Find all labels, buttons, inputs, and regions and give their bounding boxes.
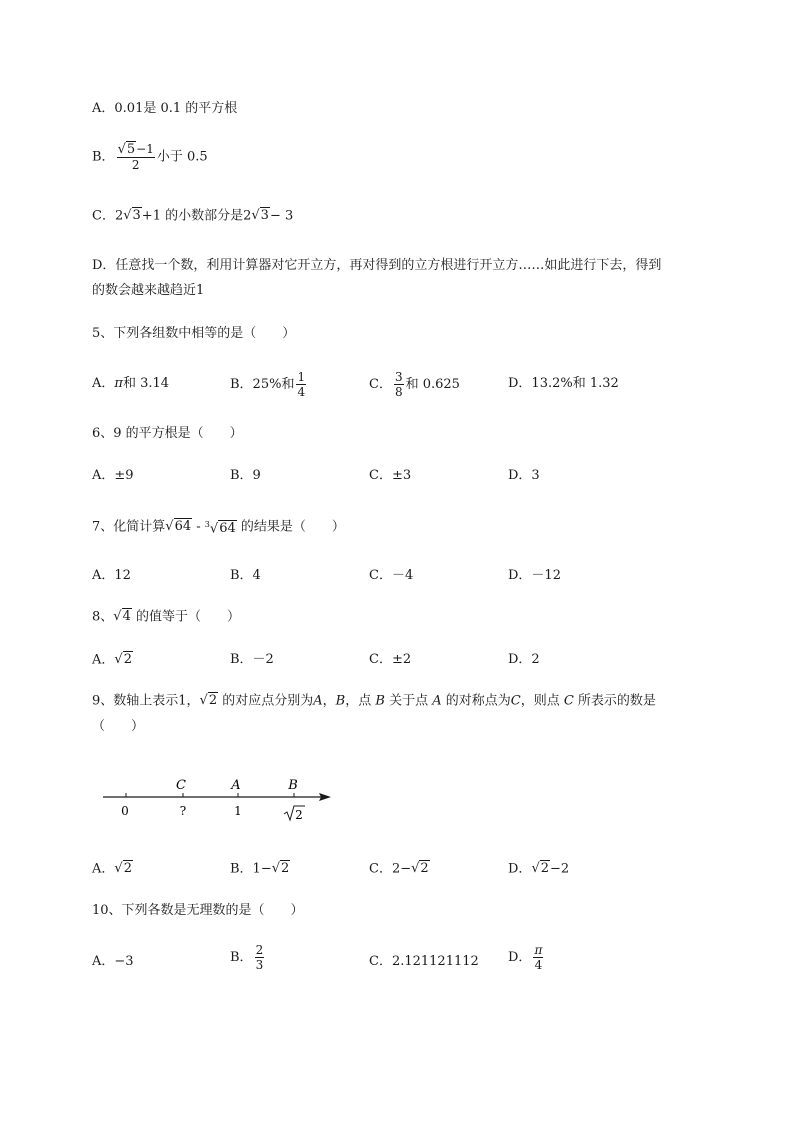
tick-label-1: 1 xyxy=(234,804,242,818)
tick-label-0: 0 xyxy=(121,804,129,818)
q4-c-radical: √3 xyxy=(123,208,141,223)
q9-stem: 9、数轴上表示1，√2 的对应点分别为A，B，点 B 关于点 A 的对称点为C，则点 C 所表示的数是 xyxy=(92,693,656,709)
q10-option-b: B． $\frac{2}{3}$ xyxy=(230,943,264,972)
q7-stem: 7、化简计算√64 - $^3$√64 的结果是（ ） xyxy=(92,519,345,537)
q8-option-d: D．2 xyxy=(508,652,540,667)
q10-option-c: C．2.121121112 xyxy=(369,954,479,969)
q7-option-a: A．12 xyxy=(92,568,131,583)
q9-stem-line2: （ ） xyxy=(92,719,145,734)
q6-option-d: D．3 xyxy=(508,468,540,483)
q7-option-d: D．－12 xyxy=(508,568,561,583)
svg-text:2: 2 xyxy=(295,808,303,822)
point-label-b: B xyxy=(288,778,298,793)
q4-option-b xyxy=(92,142,208,172)
q5-stem: 5、下列各组数中相等的是（ ） xyxy=(92,326,296,341)
q4-c-radical-2: √3 xyxy=(251,208,269,223)
q8-option-c: C．±2 xyxy=(369,652,412,667)
q8-option-b: B．－2 xyxy=(230,652,274,667)
q8-stem: 8、√4 的值等于（ ） xyxy=(92,609,240,625)
q10-stem: 10、下列各数是无理数的是（ ） xyxy=(92,903,304,918)
q5-option-d: D．13.2%和 1.32 xyxy=(508,376,619,391)
q4-b-fraction: $\frac{√5-1}{2}$ xyxy=(117,141,154,172)
tick-label-question: ? xyxy=(179,804,187,818)
q4-option-d-line1: D．任意找一个数，利用计算器对它开立方，再对得到的立方根进行开立方……如此进行下去，得到 xyxy=(92,258,662,273)
q6-option-c: C．±3 xyxy=(369,468,412,483)
q4-b-suffix: 小于 0.5 xyxy=(156,149,208,165)
q9-option-b: B．1−√2 xyxy=(230,861,290,877)
q9-option-d: D．√2−2 xyxy=(508,861,570,877)
q4-b-prefix: B． xyxy=(92,149,115,165)
number-line-diagram xyxy=(95,770,345,830)
tick-label-sqrt2 xyxy=(284,806,305,822)
q4-option-c: C．2√3+1 的小数部分是2√3− 3 xyxy=(92,208,294,224)
q5-option-c: C． $\frac{3}{8}$ 和 0.625 xyxy=(369,370,460,399)
q9-option-a: A．√2 xyxy=(92,861,132,877)
q6-option-a: A．±9 xyxy=(92,468,134,483)
q6-option-b: B．9 xyxy=(230,468,261,483)
q10-option-a: A．−3 xyxy=(92,954,134,969)
point-label-a: A xyxy=(231,778,241,793)
q7-option-b: B．4 xyxy=(230,568,261,583)
q7-option-c: C．－4 xyxy=(369,568,414,583)
q9-option-c: C．2−√2 xyxy=(369,861,429,877)
q5-option-a: A．π和 3.14 xyxy=(92,376,170,391)
q10-option-d: D． $\frac{\pi}{4}$ xyxy=(508,943,543,972)
q4-option-d-line2: 的数会越来越趋近1 xyxy=(92,283,205,298)
q4-option-a: A．0.01是 0.1 的平方根 xyxy=(92,101,238,116)
q4-b-radical: √5 xyxy=(117,141,136,157)
point-label-c: C xyxy=(176,778,186,793)
q6-stem: 6、9 的平方根是（ ） xyxy=(92,426,243,441)
q8-option-a: A．√2 xyxy=(92,652,132,668)
q5-option-b: B．25%和 $\frac{1}{4}$ xyxy=(230,370,306,399)
